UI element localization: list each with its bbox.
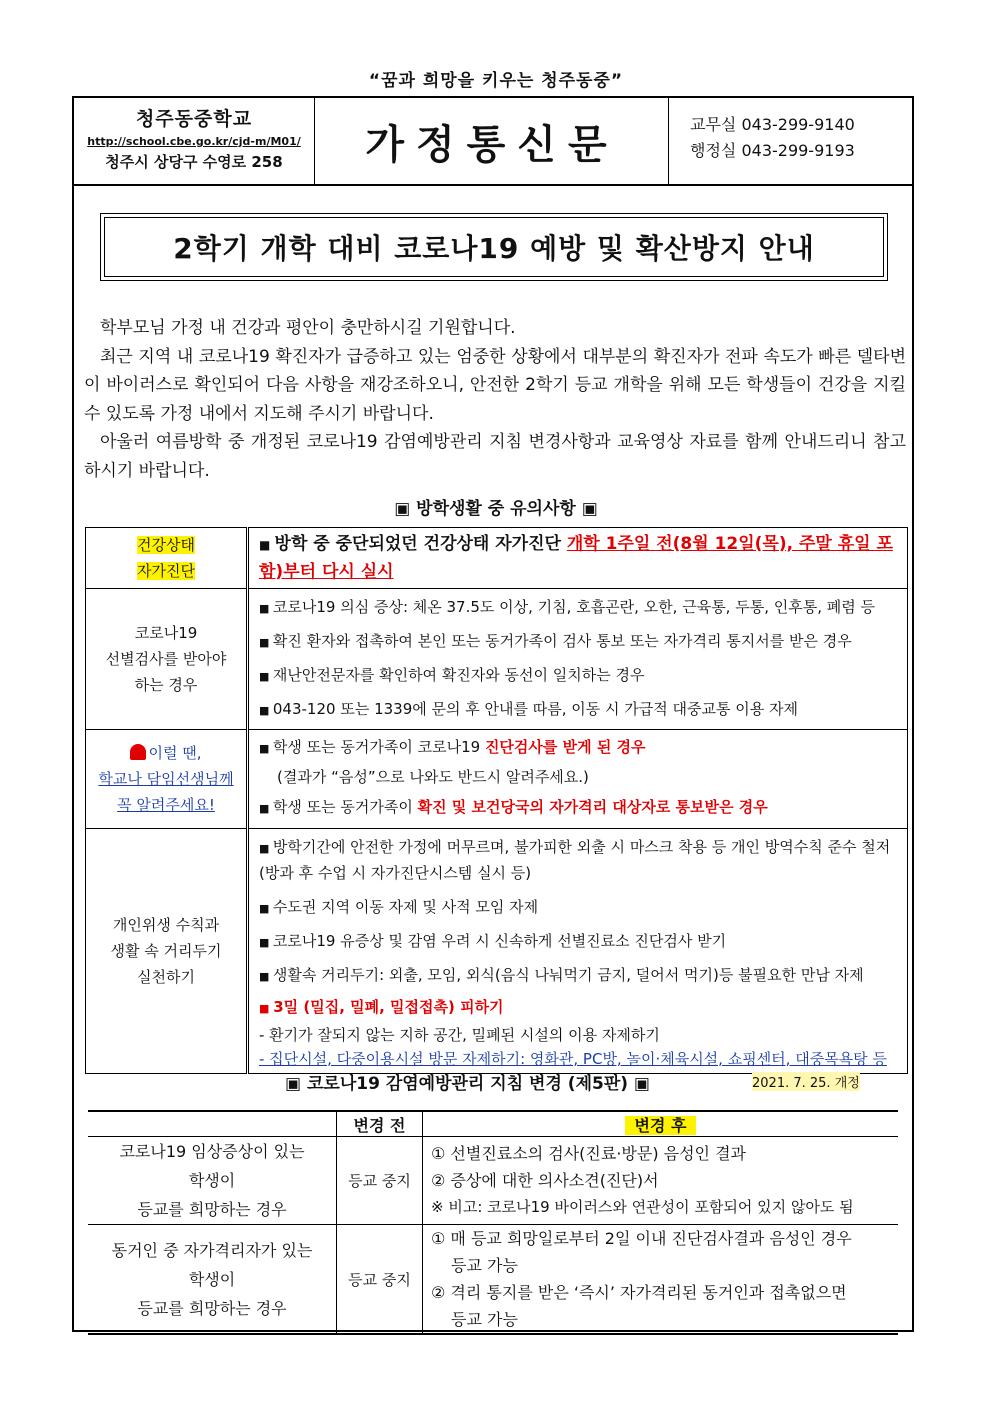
intro-paragraph: 아울러 여름방학 중 개정된 코로나19 감염예방관리 지침 변경사항과 교육영상 자료를 함께 안내드리니 참고하시기 바랍니다. — [84, 432, 906, 481]
contact-info — [690, 112, 855, 164]
row-content — [248, 589, 908, 730]
phone-admin: 행정실 043-299-9193 — [690, 141, 855, 160]
list-item — [259, 790, 899, 826]
list-item: ■ 수도권 지역 이동 자제 및 사적 모임 자제 — [259, 891, 899, 925]
school-url-link[interactable]: http://school.cbe.go.kr/cjd-m/M01/ — [87, 135, 301, 148]
after-line: ② 증상에 대한 의사소견(진단)서 — [431, 1171, 659, 1190]
school-name: 청주동중학교 — [135, 108, 253, 130]
list-item: ■ 확진 환자와 접촉하여 본인 또는 동거가족이 검사 통보 또는 자가격리 통지서를 받은 경우 — [259, 625, 899, 659]
row-label-line: 이럴 땐, — [148, 744, 202, 762]
phone-office: 교무실 043-299-9140 — [690, 115, 855, 134]
item-note: (결과가 “음성”으로 나와도 반드시 알려주세요.) — [277, 768, 589, 786]
case-cell — [88, 1137, 337, 1225]
school-address: 청주시 상당구 수영로 258 — [105, 153, 283, 171]
list-item: ■ 재난안전문자를 확인하여 확진자와 동선이 일치하는 경우 — [259, 659, 899, 693]
after-line: ※ 비고: 코로나19 바이러스와 연관성이 포함되어 있지 않아도 됨 — [431, 1198, 854, 1216]
table-row — [88, 1225, 898, 1335]
after-line: ① 매 등교 희망일로부터 2일 이내 진단검사결과 음성인 경우 — [431, 1229, 852, 1248]
after-cell — [423, 1225, 899, 1335]
list-item — [259, 732, 899, 764]
list-item: ■ 3밀 (밀집, 밀폐, 밀접접촉) 피하기 — [259, 993, 899, 1023]
intro-paragraph: 최근 지역 내 코로나19 확진자가 급증하고 있는 엄중한 상황에서 대부분의 확진자가 전파 속도가 빠른 델타변이 바이러스로 확인되어 다음 사항을 재강조하오니, 안전한 2학기 등교 개학을 위해 모든 학생들이 건강을 지킬수 있도록 가정 내에서 지도해 주시기 바랍니다. — [84, 346, 906, 424]
header-divider — [74, 184, 912, 186]
row-label-line: 선별검사를 받아야 — [105, 650, 227, 668]
list-item: ■ 043-120 또는 1339에 문의 후 안내를 따름, 이동 시 가급적 대중교통 이용 자제 — [259, 693, 899, 727]
school-info — [74, 98, 315, 184]
row-label — [86, 730, 248, 829]
case-line: 등교를 희망하는 경우 — [137, 1200, 287, 1219]
case-line: 코로나19 임상증상이 있는 — [119, 1142, 305, 1161]
header-after: 변경 후 — [625, 1116, 697, 1135]
row-label — [86, 589, 248, 730]
revision-date: 2021. 7. 25. 개정 — [752, 1072, 860, 1091]
vacation-guidelines-table — [85, 527, 908, 1074]
after-line: 등교 가능 — [451, 1310, 518, 1329]
before-cell: 등교 중지 — [337, 1137, 423, 1225]
newsletter-title: 가정통신문 — [365, 120, 619, 168]
row-label-line: 코로나19 — [134, 624, 198, 642]
item-text: 학생 또는 동거가족이 코로나19 — [272, 738, 485, 756]
row-label — [86, 829, 248, 1074]
item-highlight: 진단검사를 받게 된 경우 — [484, 738, 646, 756]
header-empty — [88, 1111, 337, 1137]
after-line: ① 선별진료소의 검사(진료·방문) 음성인 결과 — [431, 1144, 747, 1163]
row-label-line: 하는 경우 — [134, 676, 198, 694]
list-item: ■ 방학기간에 안전한 가정에 머무르며, 불가피한 외출 시 마스크 착용 등 개인 방역수칙 준수 철저(방과 후 수업 시 자가진단시스템 실시 등) — [259, 831, 899, 891]
row-label-line: 학교나 담임선생님께 — [98, 770, 234, 788]
item-highlight: 확진 및 보건당국의 자가격리 대상자로 통보받은 경우 — [417, 798, 768, 816]
before-cell: 등교 중지 — [337, 1225, 423, 1335]
row-content — [248, 730, 908, 829]
table-row — [86, 589, 908, 730]
motto: “꿈과 희망을 키우는 청주동중” — [368, 71, 624, 91]
after-line: 등교 가능 — [451, 1256, 518, 1275]
after-line: ② 격리 통지를 받은 ‘즉시’ 자가격리된 동거인과 접촉없으면 — [431, 1283, 847, 1302]
table-row — [88, 1137, 898, 1225]
self-check-date: 개학 1주일 전(8월 12일(목), 주말 휴일 포함)부터 다시 실시 — [259, 533, 893, 582]
list-item: ■ 코로나19 유증상 및 감염 우려 시 신속하게 선별진료소 진단검사 받기 — [259, 925, 899, 959]
section1-title: ▣ 방학생활 중 유의사항 ▣ — [394, 499, 598, 519]
header-after-cell — [423, 1111, 899, 1137]
row-content — [248, 829, 908, 1074]
row-label-line: 생활 속 거리두기 — [110, 942, 222, 960]
case-line: 학생이 — [188, 1171, 236, 1190]
self-check-text: 방학 중 중단되었던 건강상태 자가진단 — [274, 533, 567, 554]
newsletter-title-cell — [316, 98, 669, 184]
table-row — [86, 829, 908, 1074]
item-text: 학생 또는 동거가족이 — [272, 798, 418, 816]
table-row — [86, 730, 908, 829]
case-cell — [88, 1225, 337, 1335]
after-cell — [423, 1137, 899, 1225]
row-label-line: 자가진단 — [137, 562, 195, 580]
row-label — [86, 528, 248, 589]
table-row — [86, 528, 908, 589]
row-label-line: 실천하기 — [137, 968, 195, 986]
alarm-icon — [130, 744, 146, 760]
sub-item: - 집단시설, 다중이용시설 방문 자제하기: 영화관, PC방, 놀이·체육시설, 쇼핑센터, 대중목욕탕 등 — [259, 1050, 887, 1068]
table-header-row — [88, 1111, 898, 1137]
row-label-line: 건강상태 — [137, 536, 195, 554]
row-content: ■ 방학 중 중단되었던 건강상태 자가진단 개학 1주일 전(8월 12일(목), 주말 휴일 포함)부터 다시 실시 — [248, 528, 908, 589]
doc-title-box — [100, 213, 888, 281]
guideline-changes-table — [88, 1110, 898, 1335]
header-before: 변경 전 — [337, 1111, 423, 1137]
sub-item: - 환기가 잘되지 않는 지하 공간, 밀폐된 시설의 이용 자제하기 — [259, 1026, 660, 1044]
intro-paragraph: 학부모님 가정 내 건강과 평안이 충만하시길 기원합니다. — [100, 318, 516, 338]
intro-text — [84, 314, 906, 485]
doc-title: 2학기 개학 대비 코로나19 예방 및 확산방지 안내 — [104, 217, 884, 277]
case-line: 학생이 — [188, 1269, 236, 1289]
row-label-line: 꼭 알려주세요! — [117, 796, 215, 814]
row-label-line: 개인위생 수칙과 — [112, 916, 220, 934]
section2-title: ▣ 코로나19 감염예방관리 지침 변경 (제5판) ▣ — [285, 1074, 650, 1094]
list-item: ■ 코로나19 의심 증상: 체온 37.5도 이상, 기침, 호흡곤란, 오한, 근육통, 두통, 인후통, 폐렴 등 — [259, 591, 899, 625]
list-item: ■ 생활속 거리두기: 외출, 모임, 외식(음식 나눠먹기 금지, 덜어서 먹기)등 불필요한 만남 자제 — [259, 959, 899, 993]
case-line: 등교를 희망하는 경우 — [137, 1298, 287, 1318]
case-line: 동거인 중 자가격리자가 있는 — [111, 1240, 313, 1260]
